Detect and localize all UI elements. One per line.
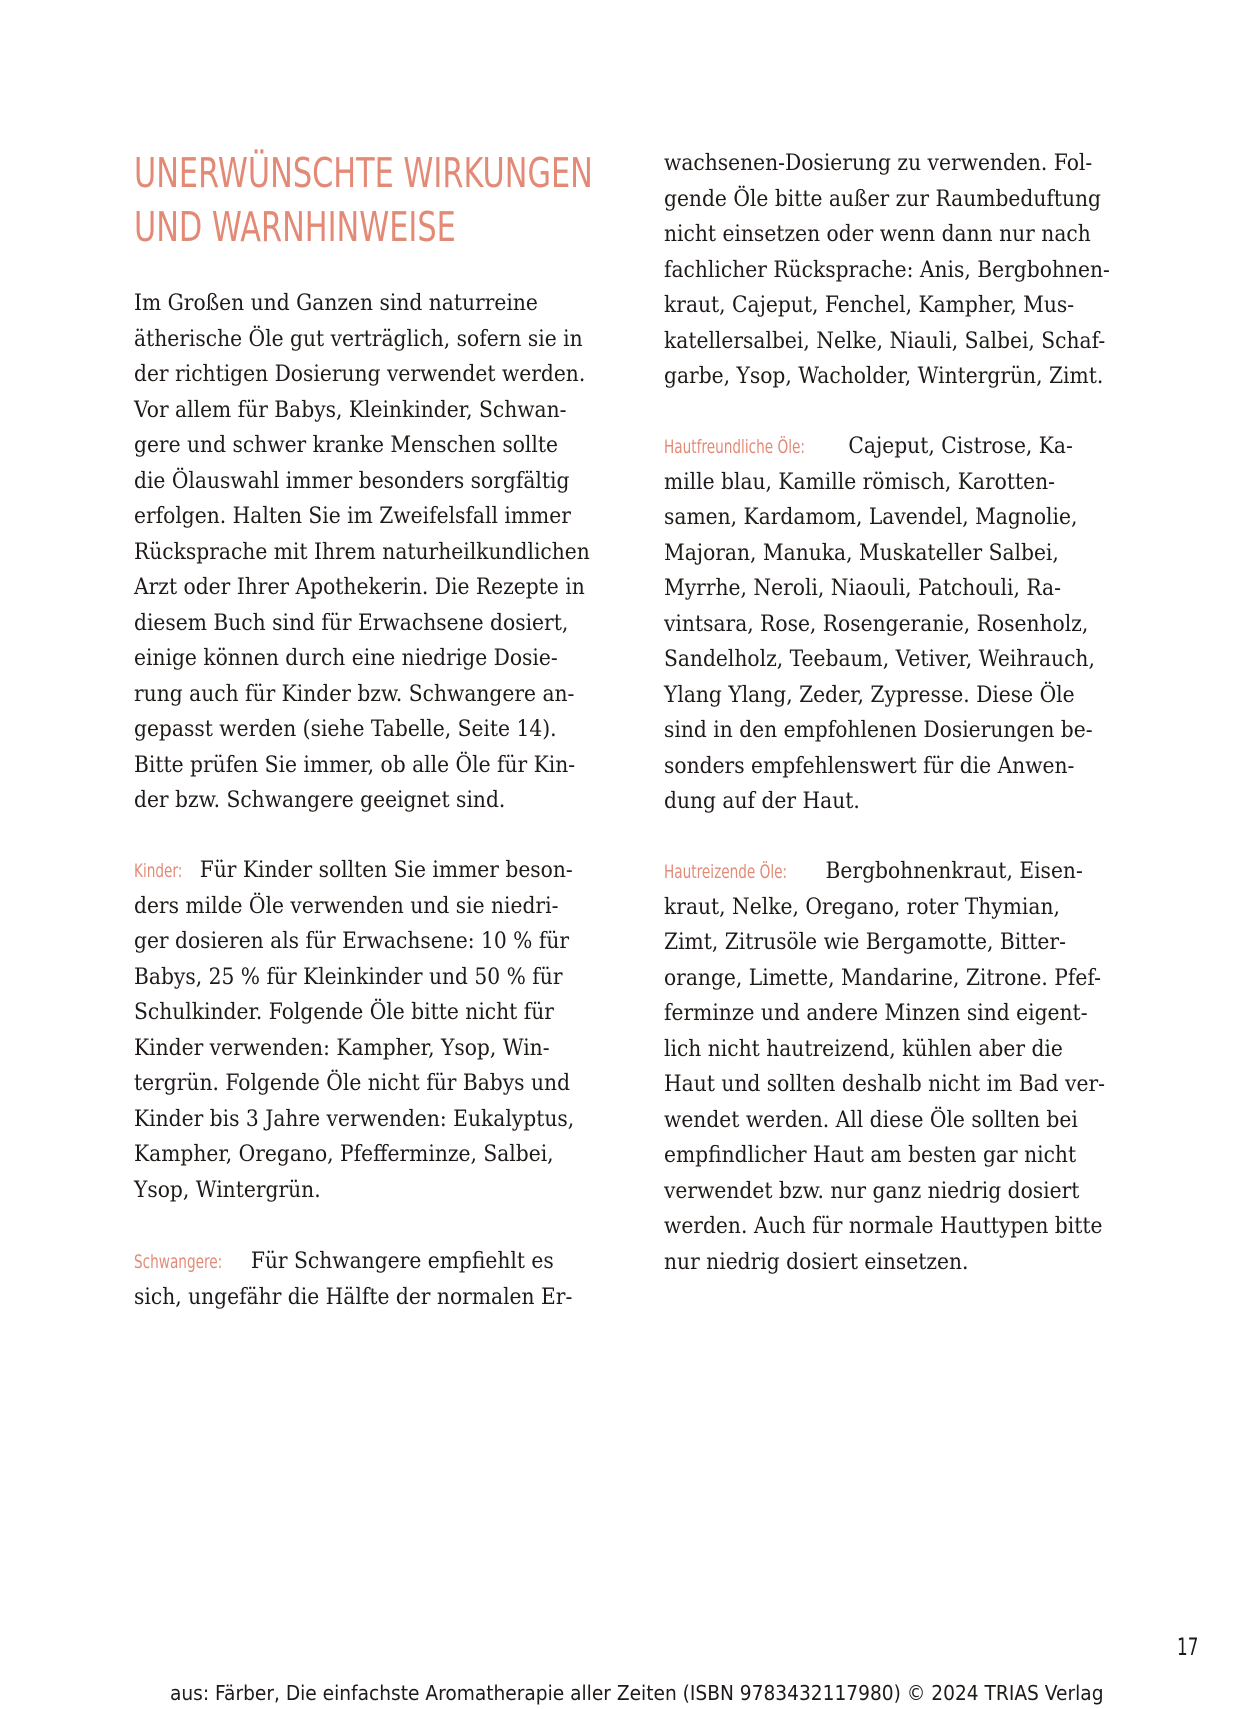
hautfreundlich-paragraph-line-label: Hautfreundliche Öle: bbox=[664, 436, 805, 458]
intro-line: diesem Buch sind für Erwachsene dosiert, bbox=[134, 610, 569, 636]
hautreizend-line: wendet werden. All diese Öle sollten bei bbox=[664, 1107, 1078, 1133]
kinder-line: Kampher, Oregano, Pfefferminze, Salbei, bbox=[134, 1142, 554, 1167]
intro-line: ätherische Öle gut verträglich, sofern sie in bbox=[134, 326, 583, 352]
continued-line: wachsenen-Dosierung zu verwenden. Fol- bbox=[664, 151, 1093, 176]
hautfreundlich-line: Sandelholz, Teebaum, Vetiver, Weihrauch, bbox=[664, 647, 1095, 672]
hautfreundlich-line: samen, Kardamom, Lavendel, Magnolie, bbox=[664, 505, 1078, 530]
continued-line: kraut, Cajeput, Fenchel, Kampher, Mus- bbox=[664, 293, 1075, 318]
schwangere-paragraph-line-text: Für Schwangere empfiehlt es bbox=[250, 1249, 554, 1274]
title-line-2: UND WARNHINWEISE bbox=[134, 203, 456, 251]
intro-line: der richtigen Dosierung verwendet werden. bbox=[134, 362, 586, 387]
hautfreundlich-line: dung auf der Haut. bbox=[664, 789, 860, 814]
hautreizend-line: kraut, Nelke, Oregano, roter Thymian, bbox=[664, 894, 1060, 920]
intro-line: die Ölauswahl immer besonders sorgfältig bbox=[134, 468, 570, 494]
source-footer: aus: Färber, Die einfachste Aromatherapie aller Zeiten (ISBN 9783432117980) © 2024 TRIAS Verlag bbox=[170, 1681, 1104, 1705]
schwangere-paragraph-line-label: Schwangere: bbox=[134, 1251, 223, 1273]
intro-line: rung auch für Kinder bzw. Schwangere an- bbox=[134, 681, 575, 707]
intro-line: Bitte prüfen Sie immer, ob alle Öle für Kin- bbox=[134, 752, 576, 778]
hautreizend-line: Haut und sollten deshalb nicht im Bad ver- bbox=[664, 1072, 1105, 1097]
intro-line: Im Großen und Ganzen sind naturreine bbox=[134, 291, 538, 316]
continued-line: katellersalbei, Nelke, Niauli, Salbei, Schaf- bbox=[664, 328, 1106, 354]
hautreizend-line: empfindlicher Haut am besten gar nicht bbox=[664, 1143, 1077, 1168]
continued-line: fachlicher Rücksprache: Anis, Bergbohnen- bbox=[664, 257, 1110, 283]
page-title bbox=[134, 146, 593, 254]
hautreizend-line: lich nicht hautreizend, kühlen aber die bbox=[664, 1036, 1063, 1062]
hautreizend-line: werden. Auch für normale Hauttypen bitte bbox=[664, 1214, 1103, 1239]
intro-line: Rücksprache mit Ihrem naturheilkundlichen bbox=[134, 539, 590, 565]
hautreizend-paragraph-line bbox=[664, 854, 1083, 891]
hautfreundlich-paragraph-line bbox=[664, 429, 1073, 466]
intro-line: Arzt oder Ihrer Apothekerin. Die Rezepte in bbox=[134, 575, 585, 600]
hautreizend-line: Zimt, Zitrusöle wie Bergamotte, Bitter- bbox=[664, 930, 1066, 955]
hautreizend-line: nur niedrig dosiert einsetzen. bbox=[664, 1249, 969, 1275]
schwangere-paragraph-line bbox=[134, 1244, 554, 1281]
hautfreundlich-paragraph-line-text: Cajeput, Cistrose, Ka- bbox=[848, 434, 1073, 459]
continued-line: nicht einsetzen oder wenn dann nur nach bbox=[664, 222, 1091, 247]
hautfreundlich-line: Myrrhe, Neroli, Niaouli, Patchouli, Ra- bbox=[664, 576, 1061, 601]
hautfreundlich-line: Ylang Ylang, Zeder, Zypresse. Diese Öle bbox=[664, 682, 1075, 708]
kinder-line: Schulkinder. Folgende Öle bitte nicht für bbox=[134, 1000, 554, 1025]
intro-line: Vor allem für Babys, Kleinkinder, Schwan- bbox=[134, 397, 567, 423]
kinder-paragraph-line-text: Für Kinder sollten Sie immer beson- bbox=[199, 858, 573, 883]
kinder-paragraph-line-label: Kinder: bbox=[134, 860, 183, 882]
kinder-line: Kinder verwenden: Kampher, Ysop, Win- bbox=[134, 1035, 550, 1061]
kinder-line: Kinder bis 3 Jahre verwenden: Eukalyptus, bbox=[134, 1106, 575, 1132]
hautfreundlich-line: sind in den empfohlenen Dosierungen be- bbox=[664, 718, 1093, 743]
hautreizend-line: ferminze und andere Minzen sind eigent- bbox=[664, 1001, 1088, 1026]
schwangere-line: sich, ungefähr die Hälfte der normalen Er- bbox=[134, 1284, 573, 1310]
intro-line: einige können durch eine niedrige Dosie- bbox=[134, 646, 558, 671]
hautreizend-line: verwendet bzw. nur ganz niedrig dosiert bbox=[664, 1178, 1080, 1204]
kinder-line: Ysop, Wintergrün. bbox=[134, 1177, 321, 1203]
hautreizend-paragraph-line-label: Hautreizende Öle: bbox=[664, 861, 788, 883]
intro-line: der bzw. Schwangere geeignet sind. bbox=[134, 788, 506, 813]
hautfreundlich-line: Majoran, Manuka, Muskateller Salbei, bbox=[664, 540, 1059, 566]
hautreizend-paragraph-line-text: Bergbohnenkraut, Eisen- bbox=[825, 859, 1083, 884]
kinder-line: ders milde Öle verwenden und sie niedri- bbox=[134, 893, 559, 919]
hautreizend-line: orange, Limette, Mandarine, Zitrone. Pfef- bbox=[664, 965, 1101, 991]
kinder-line: Babys, 25 % für Kleinkinder und 50 % für bbox=[134, 964, 563, 990]
hautfreundlich-line: sonders empfehlenswert für die Anwen- bbox=[664, 753, 1075, 779]
continued-line: gende Öle bitte außer zur Raumbeduftung bbox=[664, 186, 1102, 212]
intro-line: gere und schwer kranke Menschen sollte bbox=[134, 433, 558, 458]
intro-line: gepasst werden (siehe Tabelle, Seite 14). bbox=[134, 717, 557, 742]
continued-line: garbe, Ysop, Wacholder, Wintergrün, Zimt. bbox=[664, 364, 1104, 389]
page-number: 17 bbox=[1177, 1633, 1199, 1661]
kinder-line: tergrün. Folgende Öle nicht für Babys und bbox=[134, 1071, 571, 1096]
title-line-1: UNERWÜNSCHTE WIRKUNGEN bbox=[134, 149, 593, 197]
kinder-paragraph-line bbox=[134, 853, 573, 890]
intro-line: erfolgen. Halten Sie im Zweifelsfall immer bbox=[134, 504, 571, 529]
hautfreundlich-line: vintsara, Rose, Rosengeranie, Rosenholz, bbox=[664, 611, 1089, 637]
kinder-line: ger dosieren als für Erwachsene: 10 % für bbox=[134, 929, 570, 954]
hautfreundlich-line: mille blau, Kamille römisch, Karotten- bbox=[664, 469, 1055, 495]
